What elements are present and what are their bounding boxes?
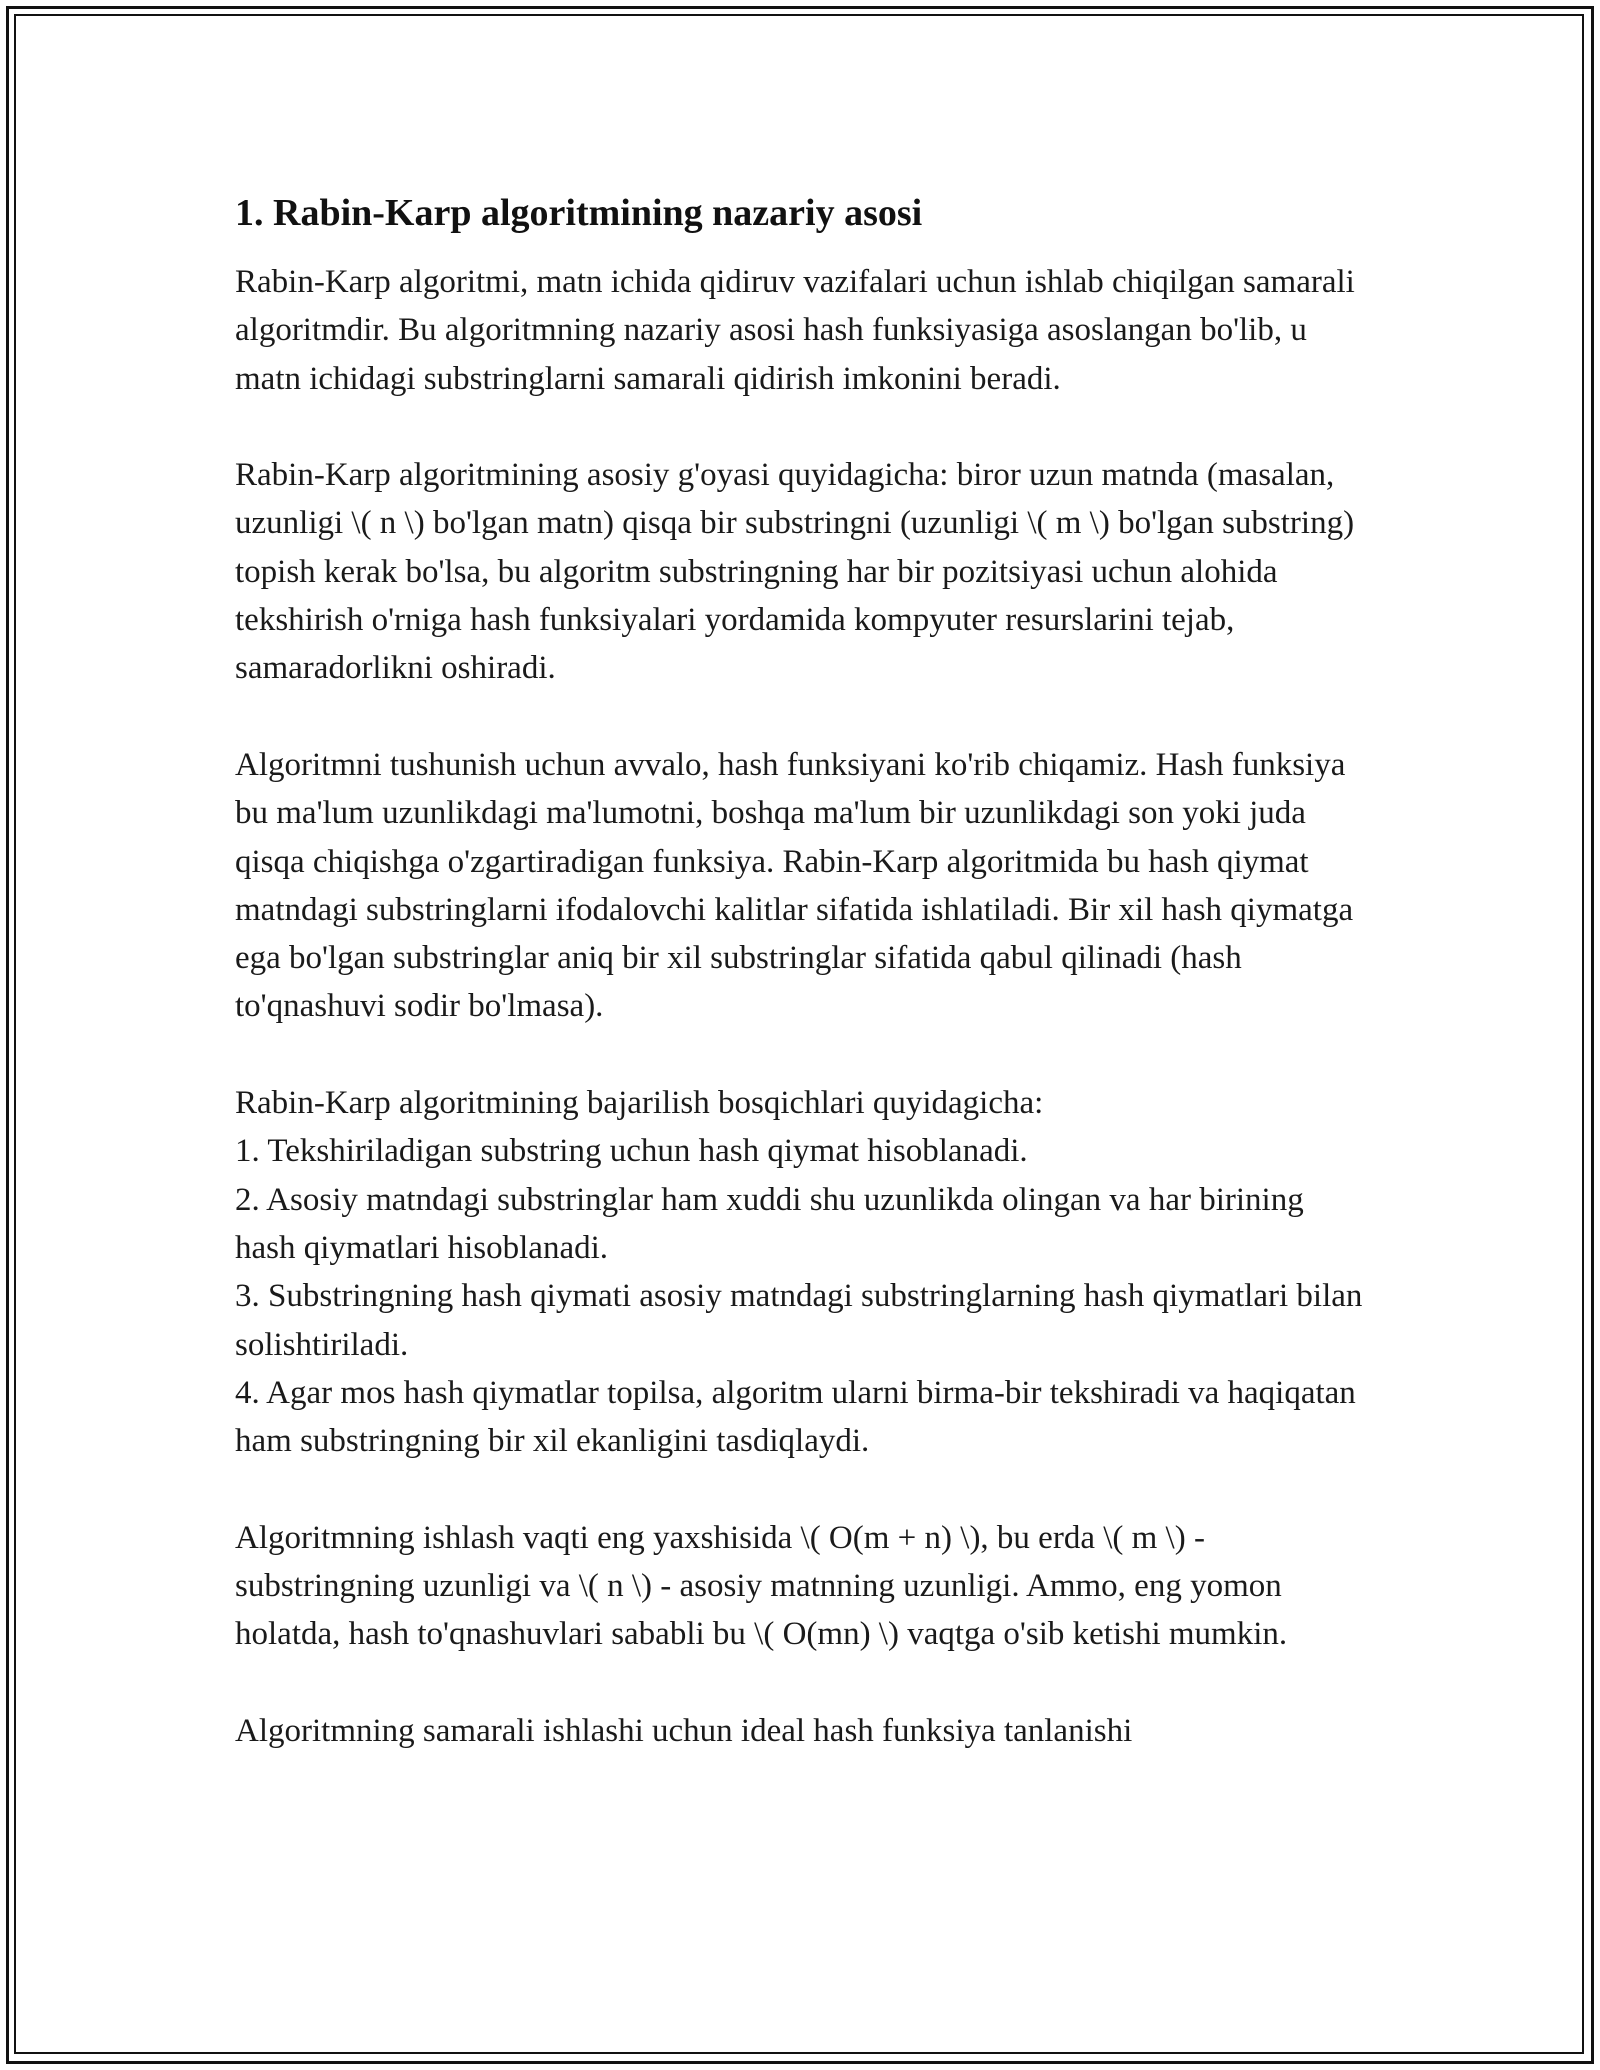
document-body <box>235 188 1370 1804</box>
steps-intro: Rabin-Karp algoritmining bajarilish bosqichlari quyidagicha: <box>235 1085 1044 1122</box>
paragraph-complexity: Algoritmning ishlash vaqti eng yaxshisida \( O(m + n) \), bu erda \( m \) - substringning uzunligi va \( n \) - asosiy matnning uzunligi. Ammo, eng yomon holatda, hash to'qnashuvlari sababli bu \( O(mn) \) vaqtga o'sib ketishi mumkin. <box>235 1519 1288 1653</box>
list-item: 2. Asosiy matndagi substringlar ham xuddi shu uzunlikda olingan va har birining hash qiymatlari hisoblanadi. <box>235 1181 1304 1266</box>
paragraph-final: Algoritmning samarali ishlashi uchun ideal hash funksiya tanlanishi <box>235 1712 1133 1749</box>
list-item: 4. Agar mos hash qiymatlar topilsa, algoritm ularni birma-bir tekshiradi va haqiqatan ham substringning bir xil ekanligini tasdiqlaydi. <box>235 1374 1356 1460</box>
list-item: 3. Substringning hash qiymati asosiy matndagi substringlarning hash qiymatlari bilan solishtiriladi. <box>235 1278 1363 1363</box>
section-heading: 1. Rabin-Karp algoritmining nazariy asosi <box>235 192 923 234</box>
paragraph-intro: Rabin-Karp algoritmi, matn ichida qidiruv vazifalari uchun ishlab chiqilgan samarali algoritmdir. Bu algoritmning nazariy asosi hash funksiyasiga asoslangan bo'lib, u matn ichidagi substringlarni samarali qidirish imkonini beradi. <box>235 264 1355 397</box>
paragraph-hash-function: Algoritmni tushunish uchun avvalo, hash funksiyani ko'rib chiqamiz. Hash funksiya bu ma'lum uzunlikdagi ma'lumotni, boshqa ma'lum bir uzunlikdagi son yoki juda qisqa chiqishga o'zgartiradigan funksiya. Rabin-Karp algoritmida bu hash qiymat matndagi substringlarni ifodalovchi kalitlar sifatida ishlatiladi. Bir xil hash qiymatga ega bo'lgan substringlar aniq bir xil substringlar sifatida qabul qilinadi (hash to'qnashuvi sodir bo'lmasa). <box>235 746 1354 1025</box>
paragraph-main-idea: Rabin-Karp algoritmining asosiy g'oyasi quyidagicha: biror uzun matnda (masalan, uzunligi \( n \) bo'lgan matn) qisqa bir substringni (uzunligi \( m \) bo'lgan substring) topish kerak bo'lsa, bu algoritm substringning har bir pozitsiyasi uchun alohida tekshirish o'rniga hash funksiyalari yordamida kompyuter resurslarini tejab, samaradorlikni oshiradi. <box>235 457 1355 687</box>
list-item: 1. Tekshiriladigan substring uchun hash qiymat hisoblanadi. <box>235 1133 1028 1170</box>
steps-list <box>235 1127 1370 1465</box>
